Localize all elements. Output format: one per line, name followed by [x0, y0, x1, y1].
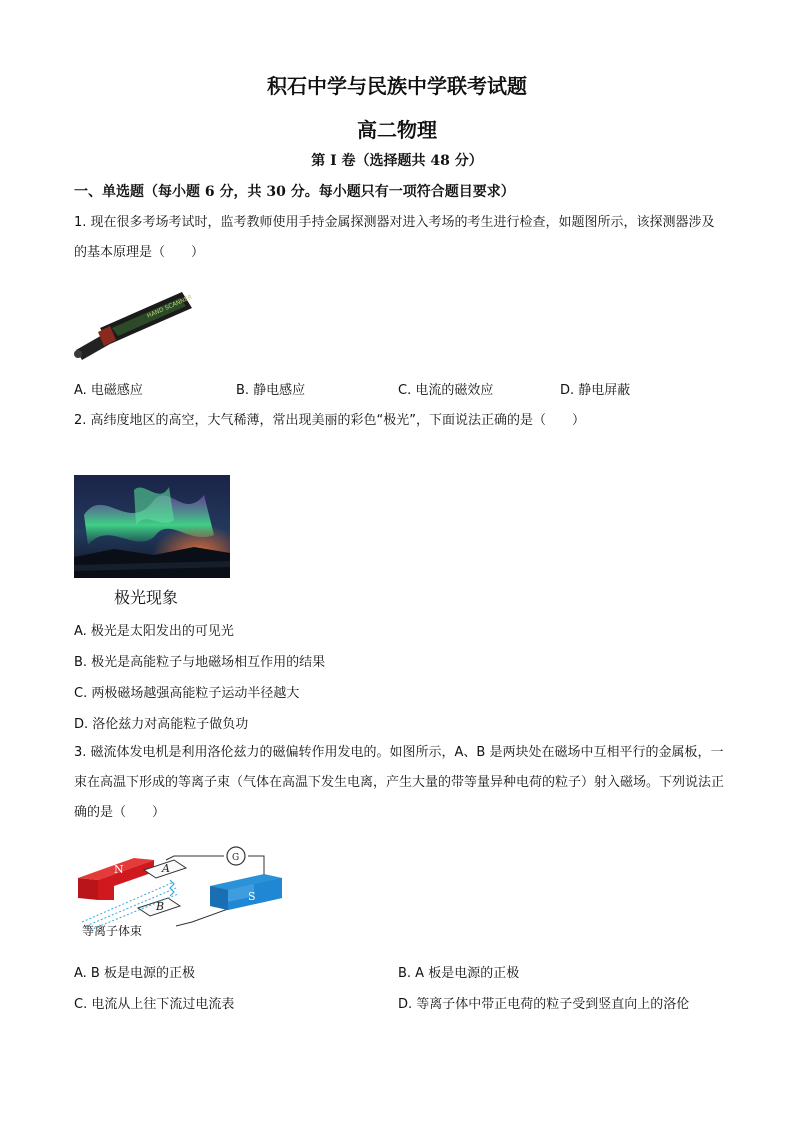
q3-option-b: B. A 板是电源的正极 — [398, 966, 520, 981]
q3-option-a: A. B 板是电源的正极 — [74, 966, 195, 981]
label-b: B — [156, 900, 165, 913]
exam-subject: 高二物理 — [357, 118, 437, 142]
q1-option-d: D. 静电屏蔽 — [560, 383, 631, 398]
q2-option-b: B. 极光是高能粒子与地磁场相互作用的结果 — [74, 655, 326, 670]
plasma-beam-label: 等离子体束 — [82, 924, 143, 938]
question-2-stem: 2. 高纬度地区的高空，大气稀薄，常出现美丽的彩色“极光”，下面说法正确的是（ ） — [74, 413, 586, 428]
q1-option-b: B. 静电感应 — [236, 383, 306, 398]
exam-title: 积石中学与民族中学联考试题 — [267, 74, 527, 98]
label-s: S — [248, 890, 256, 903]
label-a: A — [162, 862, 170, 875]
label-g: G — [232, 853, 240, 863]
section-heading: 一、单选题（每小题 6 分，共 30 分。每小题只有一项符合题目要求） — [74, 184, 515, 200]
exam-part: 第 I 卷（选择题共 48 分） — [311, 153, 483, 169]
q2-option-c: C. 两极磁场越强高能粒子运动半径越大 — [74, 686, 300, 701]
q3-option-c: C. 电流从上往下流过电流表 — [74, 997, 235, 1012]
q2-option-d: D. 洛伦兹力对高能粒子做负功 — [74, 717, 249, 732]
q1-option-a: A. 电磁感应 — [74, 383, 143, 398]
aurora-caption: 极光现象 — [114, 588, 179, 607]
label-n: N — [114, 863, 124, 876]
q3-option-d: D. 等离子体中带正电荷的粒子受到竖直向上的洛伦 — [398, 997, 690, 1012]
q2-option-a: A. 极光是太阳发出的可见光 — [74, 624, 234, 639]
question-1-stem: 1. 现在很多考场考试时，监考教师使用手持金属探测器对进入考场的考生进行检查，如题图所示，该探测器涉及的基本原理是（ ） — [74, 215, 715, 260]
q1-option-c: C. 电流的磁效应 — [398, 383, 494, 398]
svg-text:HAND SCANNER: HAND SCANNER — [145, 293, 194, 320]
aurora-image — [74, 475, 230, 578]
metal-detector-image — [70, 288, 194, 364]
question-3-stem: 3. 磁流体发电机是利用洛伦兹力的磁偏转作用发电的。如图所示，A、B 是两块处在磁场中互相平行的金属板，一束在高温下形成的等离子束（气体在高温下发生电离，产生大量的带等量异种电荷的粒子）射入磁场。下列说法正确的是（ ） — [74, 745, 725, 820]
